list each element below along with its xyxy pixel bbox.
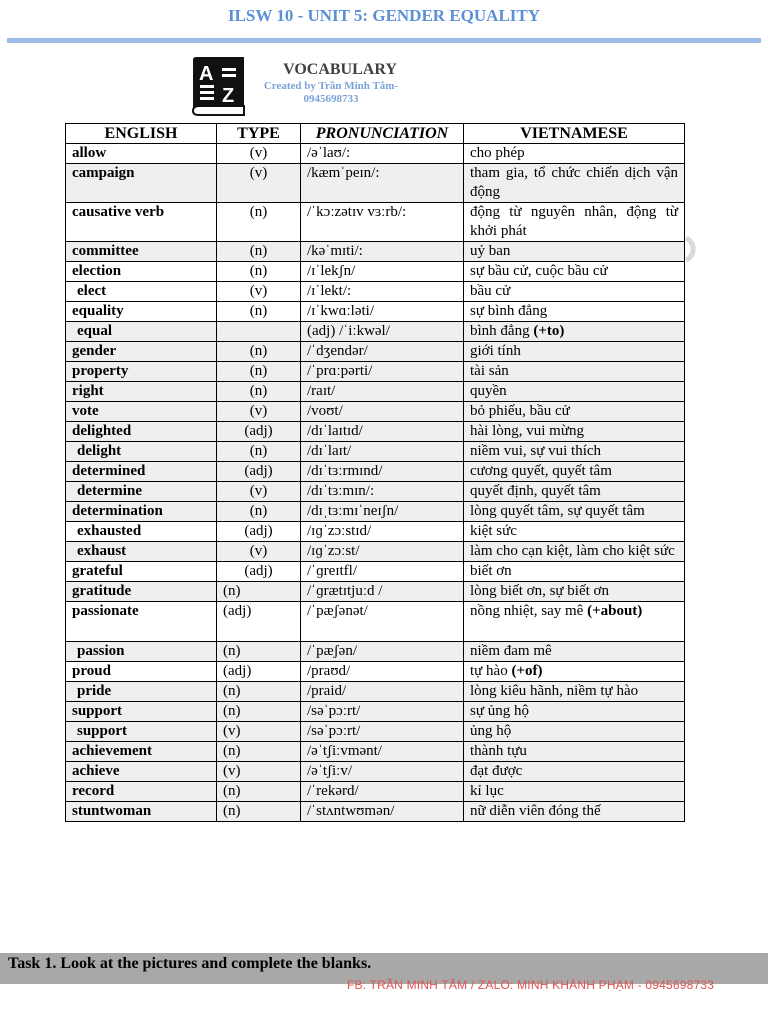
word-type bbox=[217, 322, 301, 342]
meaning-text: bỏ phiếu, bầu cử bbox=[470, 403, 570, 419]
meaning-text: lòng quyết tâm, sự quyết tâm bbox=[470, 503, 645, 519]
table-body bbox=[66, 144, 685, 822]
vietnamese-meaning bbox=[464, 502, 685, 522]
word-type: (adj) bbox=[217, 662, 301, 682]
table-row bbox=[66, 562, 685, 582]
meaning-text: quyết định, quyết tâm bbox=[470, 483, 601, 499]
pronunciation: /ɪˈlekt/: bbox=[301, 282, 464, 302]
table-row bbox=[66, 302, 685, 322]
table-row bbox=[66, 802, 685, 822]
pronunciation: (adj) /ˈiːkwəl/ bbox=[301, 322, 464, 342]
vietnamese-meaning bbox=[464, 262, 685, 282]
pronunciation: /ˈrekərd/ bbox=[301, 782, 464, 802]
table-row bbox=[66, 762, 685, 782]
meaning-text: sự bình đẳng bbox=[470, 303, 548, 319]
table-row bbox=[66, 362, 685, 382]
english-word: determined bbox=[66, 462, 217, 482]
english-word: support bbox=[66, 722, 217, 742]
english-word: pride bbox=[66, 682, 217, 702]
meaning-text: sự ủng hộ bbox=[470, 703, 529, 719]
vietnamese-meaning bbox=[464, 742, 685, 762]
english-word: support bbox=[66, 702, 217, 722]
english-word: vote bbox=[66, 402, 217, 422]
meaning-text: thành tựu bbox=[470, 743, 527, 759]
word-type: (n) bbox=[217, 802, 301, 822]
column-header-type: TYPE bbox=[217, 124, 301, 144]
vietnamese-meaning bbox=[464, 782, 685, 802]
vietnamese-meaning bbox=[464, 482, 685, 502]
meaning-text: giới tính bbox=[470, 343, 521, 359]
meaning-text: nồng nhiệt, say mê bbox=[470, 603, 588, 619]
meaning-text: ủng hộ bbox=[470, 723, 512, 739]
pronunciation: /voʊt/ bbox=[301, 402, 464, 422]
english-word: causative verb bbox=[66, 203, 217, 242]
meaning-text: biết ơn bbox=[470, 563, 512, 579]
word-type: (n) bbox=[217, 642, 301, 662]
pronunciation: /ɪɡˈzɔːstɪd/ bbox=[301, 522, 464, 542]
word-type: (adj) bbox=[217, 422, 301, 442]
vietnamese-meaning bbox=[464, 442, 685, 462]
header-divider bbox=[7, 38, 761, 43]
table-row bbox=[66, 402, 685, 422]
vietnamese-meaning bbox=[464, 164, 685, 203]
english-word: achievement bbox=[66, 742, 217, 762]
english-word: grateful bbox=[66, 562, 217, 582]
word-type: (v) bbox=[217, 144, 301, 164]
table-row bbox=[66, 542, 685, 562]
preposition-note: (+about) bbox=[587, 603, 643, 619]
meaning-text: hài lòng, vui mừng bbox=[470, 423, 584, 439]
word-type: (v) bbox=[217, 762, 301, 782]
word-type: (adj) bbox=[217, 522, 301, 542]
word-type: (n) bbox=[217, 342, 301, 362]
table-header-row bbox=[66, 124, 685, 144]
table-row bbox=[66, 282, 685, 302]
english-word: determine bbox=[66, 482, 217, 502]
pronunciation: /ˈɡrætɪtjuːd / bbox=[301, 582, 464, 602]
english-word: delight bbox=[66, 442, 217, 462]
pronunciation: /ˈprɑːpərti/ bbox=[301, 362, 464, 382]
english-word: gratitude bbox=[66, 582, 217, 602]
vietnamese-meaning bbox=[464, 722, 685, 742]
table-row bbox=[66, 164, 685, 203]
english-word: property bbox=[66, 362, 217, 382]
pronunciation: /əˈlaʊ/: bbox=[301, 144, 464, 164]
word-type: (n) bbox=[217, 582, 301, 602]
english-word: gender bbox=[66, 342, 217, 362]
vietnamese-meaning bbox=[464, 242, 685, 262]
table-row bbox=[66, 642, 685, 662]
english-word: exhaust bbox=[66, 542, 217, 562]
az-dictionary-icon bbox=[189, 56, 247, 116]
meaning-text: nữ diễn viên đóng thế bbox=[470, 803, 601, 819]
vietnamese-meaning bbox=[464, 342, 685, 362]
english-word: delighted bbox=[66, 422, 217, 442]
table-row bbox=[66, 144, 685, 164]
meaning-text: động từ nguyên nhân, động từ khởi phát bbox=[470, 204, 678, 239]
word-type: (v) bbox=[217, 722, 301, 742]
pronunciation: /ˈpæʃənət/ bbox=[301, 602, 464, 642]
english-word: passionate bbox=[66, 602, 217, 642]
meaning-text: tự hào bbox=[470, 663, 512, 679]
table-row bbox=[66, 322, 685, 342]
vietnamese-meaning bbox=[464, 562, 685, 582]
pronunciation: /raɪt/ bbox=[301, 382, 464, 402]
pronunciation: /ˈpæʃən/ bbox=[301, 642, 464, 662]
english-word: proud bbox=[66, 662, 217, 682]
vietnamese-meaning bbox=[464, 662, 685, 682]
meaning-text: cương quyết, quyết tâm bbox=[470, 463, 612, 479]
table-row bbox=[66, 442, 685, 462]
svg-text:A: A bbox=[199, 63, 214, 85]
pronunciation: /praid/ bbox=[301, 682, 464, 702]
pronunciation: /ˈstʌntwʊmən/ bbox=[301, 802, 464, 822]
pronunciation: /səˈpɔːrt/ bbox=[301, 722, 464, 742]
english-word: committee bbox=[66, 242, 217, 262]
english-word: election bbox=[66, 262, 217, 282]
vietnamese-meaning bbox=[464, 802, 685, 822]
pronunciation: /dɪˌtɜːmɪˈneɪʃn/ bbox=[301, 502, 464, 522]
english-word: right bbox=[66, 382, 217, 402]
word-type: (adj) bbox=[217, 562, 301, 582]
svg-text:Z: Z bbox=[222, 85, 235, 107]
table-row bbox=[66, 242, 685, 262]
english-word: exhausted bbox=[66, 522, 217, 542]
pronunciation: /dɪˈtɜːmɪn/: bbox=[301, 482, 464, 502]
english-word: record bbox=[66, 782, 217, 802]
pronunciation: /səˈpɔːrt/ bbox=[301, 702, 464, 722]
word-type: (n) bbox=[217, 382, 301, 402]
vietnamese-meaning bbox=[464, 422, 685, 442]
word-type: (n) bbox=[217, 302, 301, 322]
english-word: passion bbox=[66, 642, 217, 662]
vietnamese-meaning bbox=[464, 144, 685, 164]
meaning-text: kiệt sức bbox=[470, 523, 517, 539]
table-row bbox=[66, 262, 685, 282]
pronunciation: /ɪɡˈzɔːst/ bbox=[301, 542, 464, 562]
english-word: determination bbox=[66, 502, 217, 522]
pronunciation: /dɪˈlaɪtɪd/ bbox=[301, 422, 464, 442]
english-word: equal bbox=[66, 322, 217, 342]
word-type: (n) bbox=[217, 682, 301, 702]
table-row bbox=[66, 702, 685, 722]
table-row bbox=[66, 742, 685, 762]
meaning-text: lòng biết ơn, sự biết ơn bbox=[470, 583, 609, 599]
meaning-text: niềm đam mê bbox=[470, 643, 552, 659]
pronunciation: /praʊd/ bbox=[301, 662, 464, 682]
vietnamese-meaning bbox=[464, 362, 685, 382]
vietnamese-meaning bbox=[464, 302, 685, 322]
table-row bbox=[66, 582, 685, 602]
word-type: (v) bbox=[217, 482, 301, 502]
preposition-note: (+of) bbox=[511, 663, 543, 679]
word-type: (v) bbox=[217, 542, 301, 562]
column-header-english: ENGLISH bbox=[66, 124, 217, 144]
pronunciation: /dɪˈlaɪt/ bbox=[301, 442, 464, 462]
english-word: elect bbox=[66, 282, 217, 302]
meaning-text: uỷ ban bbox=[470, 243, 511, 259]
table-row bbox=[66, 482, 685, 502]
page-curl-icon bbox=[684, 234, 704, 264]
meaning-text: cho phép bbox=[470, 145, 525, 161]
author-credit: Created by Trần Minh Tâm-0945698733 bbox=[263, 80, 399, 105]
table-row bbox=[66, 203, 685, 242]
vietnamese-meaning bbox=[464, 542, 685, 562]
english-word: campaign bbox=[66, 164, 217, 203]
word-type: (n) bbox=[217, 362, 301, 382]
table-row bbox=[66, 722, 685, 742]
vietnamese-meaning bbox=[464, 282, 685, 302]
table-row bbox=[66, 782, 685, 802]
meaning-text: quyền bbox=[470, 383, 507, 399]
pronunciation: /ˈkɔːzətɪv vɜːrb/: bbox=[301, 203, 464, 242]
pronunciation: /ˈɡreɪtfl/ bbox=[301, 562, 464, 582]
table-row bbox=[66, 422, 685, 442]
preposition-note: (+to) bbox=[533, 323, 565, 339]
word-type: (n) bbox=[217, 442, 301, 462]
vietnamese-meaning bbox=[464, 402, 685, 422]
meaning-text: lòng kiêu hãnh, niềm tự hào bbox=[470, 683, 639, 699]
word-type: (n) bbox=[217, 782, 301, 802]
vietnamese-meaning bbox=[464, 582, 685, 602]
vocabulary-table bbox=[65, 123, 685, 822]
word-type: (adj) bbox=[217, 602, 301, 642]
table-row bbox=[66, 522, 685, 542]
meaning-text: bầu cử bbox=[470, 283, 511, 299]
word-type: (n) bbox=[217, 203, 301, 242]
vietnamese-meaning bbox=[464, 382, 685, 402]
word-type: (adj) bbox=[217, 462, 301, 482]
vietnamese-meaning bbox=[464, 702, 685, 722]
meaning-text: làm cho cạn kiệt, làm cho kiệt sức bbox=[470, 543, 675, 559]
pronunciation: /dɪˈtɜːrmɪnd/ bbox=[301, 462, 464, 482]
english-word: achieve bbox=[66, 762, 217, 782]
english-word: stuntwoman bbox=[66, 802, 217, 822]
footer-contact: FB: TRẦN MINH TÂM / ZALO: MINH KHÁNH PHẠM - 0945698733 bbox=[347, 978, 715, 992]
meaning-text: sự bầu cử, cuộc bầu cử bbox=[470, 263, 608, 279]
pronunciation: /ɪˈkwɑːləti/ bbox=[301, 302, 464, 322]
table-row bbox=[66, 682, 685, 702]
meaning-text: đạt được bbox=[470, 763, 523, 779]
table-row bbox=[66, 462, 685, 482]
pronunciation: /ˈdʒendər/ bbox=[301, 342, 464, 362]
vietnamese-meaning bbox=[464, 762, 685, 782]
word-type: (n) bbox=[217, 242, 301, 262]
pronunciation: /kæmˈpeɪn/: bbox=[301, 164, 464, 203]
meaning-text: niềm vui, sự vui thích bbox=[470, 443, 602, 459]
table-row bbox=[66, 602, 685, 642]
vocabulary-heading: VOCABULARY bbox=[283, 61, 397, 78]
vietnamese-meaning bbox=[464, 322, 685, 342]
table-row bbox=[66, 382, 685, 402]
column-header-vietnamese: VIETNAMESE bbox=[464, 124, 685, 144]
meaning-text: bình đẳng bbox=[470, 323, 534, 339]
page-title: ILSW 10 - UNIT 5: GENDER EQUALITY bbox=[227, 6, 541, 25]
meaning-text: kỉ lục bbox=[470, 783, 504, 799]
meaning-text: tham gia, tổ chức chiến dịch vận động bbox=[470, 165, 678, 200]
pronunciation: /əˈtʃiːv/ bbox=[301, 762, 464, 782]
vietnamese-meaning bbox=[464, 522, 685, 542]
english-word: allow bbox=[66, 144, 217, 164]
word-type: (v) bbox=[217, 402, 301, 422]
vietnamese-meaning bbox=[464, 203, 685, 242]
pronunciation: /ɪˈlekʃn/ bbox=[301, 262, 464, 282]
pronunciation: /kəˈmɪti/: bbox=[301, 242, 464, 262]
vietnamese-meaning bbox=[464, 602, 685, 642]
pronunciation: /əˈtʃiːvmənt/ bbox=[301, 742, 464, 762]
word-type: (v) bbox=[217, 164, 301, 203]
word-type: (n) bbox=[217, 262, 301, 282]
word-type: (n) bbox=[217, 502, 301, 522]
column-header-pronunciation: PRONUNCIATION bbox=[301, 124, 464, 144]
vietnamese-meaning bbox=[464, 682, 685, 702]
word-type: (n) bbox=[217, 742, 301, 762]
table-row bbox=[66, 342, 685, 362]
english-word: equality bbox=[66, 302, 217, 322]
vietnamese-meaning bbox=[464, 462, 685, 482]
table-row bbox=[66, 502, 685, 522]
vietnamese-meaning bbox=[464, 642, 685, 662]
task-instruction: Task 1. Look at the pictures and complete the blanks. bbox=[8, 955, 372, 972]
word-type: (n) bbox=[217, 702, 301, 722]
table-row bbox=[66, 662, 685, 682]
meaning-text: tài sản bbox=[470, 363, 509, 379]
word-type: (v) bbox=[217, 282, 301, 302]
